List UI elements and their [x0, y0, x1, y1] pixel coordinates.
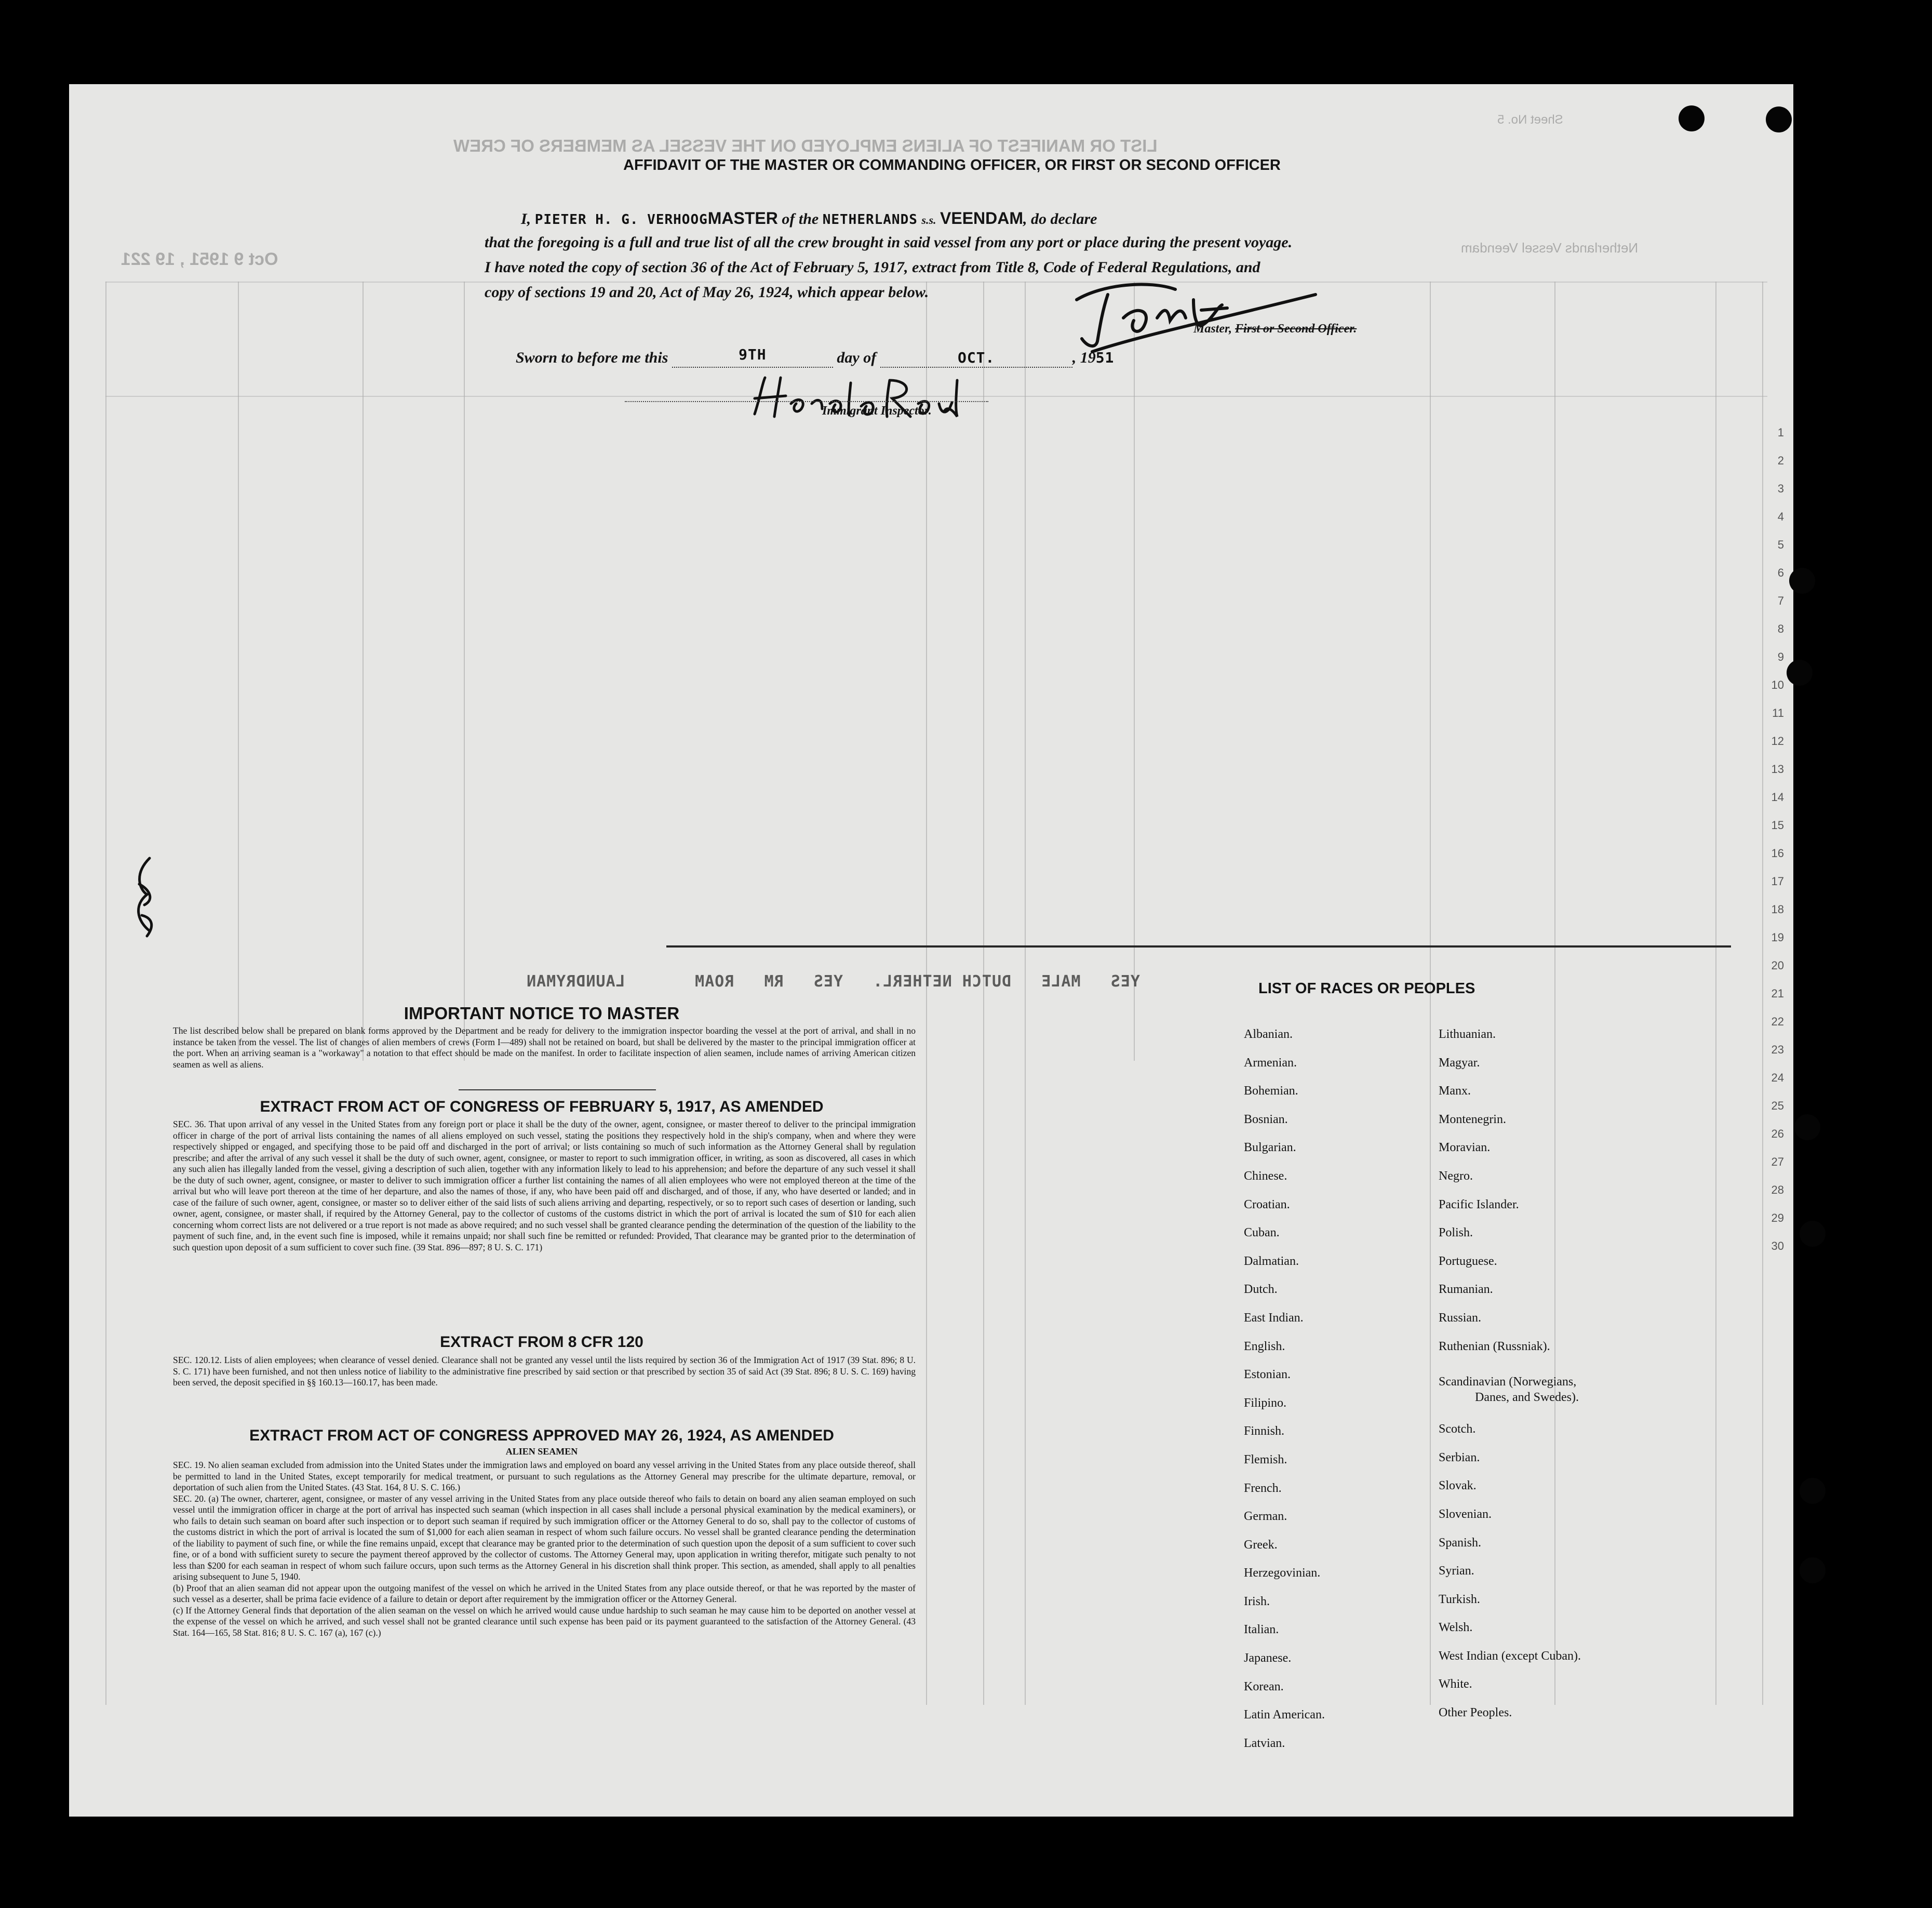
ghost-title: LIST OR MANIFEST OF ALIENS EMPLOYED ON THE VESSEL AS MEMBERS OF CREW — [453, 136, 1158, 155]
row-number: 21 — [1771, 987, 1784, 1000]
ghost-date: Oct 9 1951 , 19 221 — [121, 249, 278, 269]
race-item: West Indian (except Cuban). — [1439, 1649, 1581, 1663]
master-name: PIETER H. G. VERHOOG — [534, 212, 708, 228]
race-item: French. — [1244, 1481, 1282, 1495]
race-item: Ruthenian (Russniak). — [1439, 1339, 1550, 1353]
extract-1924-p1: SEC. 19. No alien seaman excluded from admission into the United States under the immigration laws and employed on board any vessel arriving in the United States from any place outside thereof, shall be permitted to land in the United States, except temporarily for medical treatment, or pursuant to such regulations as the Attorney General may prescribe for the ultimate departure, removal, or deportation of such alien from the United States. (43 Stat. 164, 8 U. S. C. 166.) — [173, 1460, 916, 1492]
row-number: 10 — [1771, 678, 1784, 691]
ss-label: s.s. — [921, 214, 936, 226]
race-item: Korean. — [1244, 1679, 1284, 1693]
ghost-rule — [238, 282, 239, 1061]
ghost-rule — [1762, 282, 1763, 1705]
race-item: Croatian. — [1244, 1197, 1290, 1211]
row-number: 11 — [1772, 706, 1784, 719]
row-number: 30 — [1771, 1239, 1784, 1252]
race-item: Japanese. — [1244, 1651, 1292, 1665]
races-right-column — [1439, 1020, 1581, 1727]
race-item: Moravian. — [1439, 1141, 1491, 1155]
row-number: 4 — [1777, 510, 1784, 523]
hw-d: YES — [813, 972, 843, 991]
row-number: 5 — [1777, 538, 1784, 551]
ghost-rule — [983, 282, 984, 1705]
affidavit-heading: AFFIDAVIT OF THE MASTER OR COMMANDING OFFICER, OR FIRST OR SECOND OFFICER — [623, 157, 1281, 174]
affidavit-line-3: I have noted the copy of section 36 of the Act of February 5, 1917, extract from Title 8, Code of Federal Regulations, and — [485, 259, 1260, 276]
affidavit-line-2: that the foregoing is a full and true list of all the crew brought in said vessel from any port or place during the present voyage. — [485, 234, 1293, 251]
extract-cfr-block — [173, 1355, 916, 1389]
row-number: 8 — [1777, 622, 1784, 635]
race-item: Italian. — [1244, 1623, 1279, 1637]
punch-hole — [1794, 1114, 1820, 1140]
races-title: LIST OF RACES OR PEOPLES — [1258, 980, 1475, 997]
notice-title: IMPORTANT NOTICE TO MASTER — [404, 1004, 680, 1023]
punch-hole — [1789, 568, 1815, 594]
hw-c: DUTCH NETHERL. — [873, 972, 1012, 991]
race-item: Herzegovinian. — [1244, 1566, 1321, 1580]
race-item: Filipino. — [1244, 1396, 1287, 1410]
row-number: 2 — [1777, 454, 1784, 467]
ghost-rule — [1134, 282, 1135, 1061]
race-item: White. — [1439, 1677, 1472, 1691]
ghost-rule — [105, 282, 106, 1705]
ghost-vessel: Netherlands Vessel Veendam — [1461, 240, 1639, 256]
row-number: 3 — [1777, 482, 1784, 495]
race-item: Pacific Islander. — [1439, 1197, 1519, 1211]
vessel-nationality: NETHERLANDS — [822, 212, 918, 228]
race-item: Turkish. — [1439, 1592, 1480, 1606]
race-item: Negro. — [1439, 1169, 1473, 1183]
ghost-rule — [363, 282, 364, 1061]
race-item: Bulgarian. — [1244, 1141, 1296, 1155]
sworn-text-b: day of — [837, 349, 877, 366]
race-item: Other Peoples. — [1439, 1706, 1512, 1720]
hw-e: RM — [763, 972, 784, 991]
sworn-line — [516, 346, 1115, 368]
sworn-day: 9TH — [739, 346, 767, 363]
sworn-text-a: Sworn to before me this — [516, 349, 668, 366]
extract-1917-body: SEC. 36. That upon arrival of any vessel in the United States from any foreign port or place it shall be the duty of the owner, agent, consignee, or master thereof to deliver to the principal immigration officer in charge of the port of arrival lists containing the names of all aliens employed on such vessel, stating the positions they respectively hold in the ship's company, when and where they were respectively shipped or engaged, and specifying those to be paid off and discharged in the port of arrival; or lists containing so much of such information as the Attorney General shall by regulation prescribe; and after the arrival of any such vessel it shall be the duty of such owner, agent, consignee, or master to report to such immigration officer, in writing, as soon as discovered, all cases in which any such alien has illegally landed from the vessel, giving a description of such alien, together with any information likely to lead to his apprehension; and before the departure of any such vessel it shall be the duty of such owner, agent, consignee, or master to deliver to such immigration officer a further list containing the names of all alien employees who were not employed thereon at the time of the arrival but who will leave port thereon at the time of her departure, and also the names of those, if any, who have been paid off and discharged, and of those, if any, who have deserted or landed; and in case of the failure of such owner, agent, consignee, or master so to deliver either of the said lists of such aliens arriving and departing, respectively, or so to report such cases of desertion or landing, such owner, agent, consignee, or master shall, if required by the Attorney General, pay to the collector of customs of the customs district in which the port of arrival is located the sum of $10 for each alien concerning whom correct lists are not delivered or a true report is not made as above required; and no such vessel shall be granted clearance pending the determination of the question of the liability to the payment of such fine, and, in the event such fine is imposed, while it remains unpaid; nor shall such fine be remitted or refunded: Provided, That clearance may be granted prior to the determination of such question upon deposit of a sum sufficient to cover such fine. (39 Stat. 896—897; 8 U. S. C. 171) — [173, 1119, 916, 1252]
row-number: 6 — [1777, 566, 1784, 579]
race-item: Polish. — [1439, 1226, 1473, 1240]
race-item: Magyar. — [1439, 1056, 1480, 1070]
race-item: Bohemian. — [1244, 1084, 1298, 1098]
row-number: 18 — [1771, 903, 1784, 916]
race-item: Cuban. — [1244, 1226, 1280, 1240]
hw-f: ROAM — [694, 972, 734, 991]
race-item: Serbian. — [1439, 1450, 1480, 1464]
ghost-rule — [464, 282, 465, 1061]
inspector-signature — [739, 367, 988, 430]
extract-1924-p2: SEC. 20. (a) The owner, charterer, agent, consignee, or master of any vessel arriving in the United States from any place outside thereof who fails to detain on board any alien seaman employed on such vessel until the immigration officer in charge at the port of arrival has inspected such seaman (which inspection in all cases shall include a personal physical examination by the medical examiners), or who fails to detain such seaman on board after such inspection or to deport such seaman if required by such immigration officer or the Attorney General to do so, shall pay to the collector of customs of the customs district in which the port of arrival is located the sum of $1,000 for each alien seaman in respect of whom such failure occurs. No vessel shall be granted clearance pending the determination of the liability to payment of such fine, or while the fine remains unpaid, except that clearance may be granted prior to the determination of such question upon the deposit of a sum sufficient to cover such fine, or of a bond with sufficient surety to secure the payment thereof approved by the collector of customs. The Attorney General may, upon application in writing therefor, mitigate such penalty to not less than $200 for each seaman in respect of whom such failure occurs, upon such terms as the Attorney General in his discretion shall think proper. This section, as amended, shall apply to all penalties arising subsequent to June 5, 1940. — [173, 1493, 916, 1582]
ghost-sheet: Sheet No. 5 — [1497, 113, 1563, 127]
vessel-name: VEENDAM — [940, 209, 1024, 228]
row-number: 17 — [1771, 875, 1784, 888]
row-number: 14 — [1771, 791, 1784, 804]
struck-officer-label: First or Second Officer. — [1235, 322, 1357, 336]
row-number: 16 — [1771, 847, 1784, 860]
affidavit-line-1 — [521, 209, 1097, 228]
row-number: 9 — [1777, 650, 1784, 663]
races-left-column — [1244, 1020, 1325, 1757]
row-number: 13 — [1771, 763, 1784, 776]
extract-1917-title: EXTRACT FROM ACT OF CONGRESS OF FEBRUARY 5, 1917, AS AMENDED — [260, 1098, 824, 1115]
inspector-label: Immigrant Inspector. — [822, 404, 932, 418]
race-item: Scotch. — [1439, 1422, 1476, 1436]
extract-cfr-title: EXTRACT FROM 8 CFR 120 — [440, 1333, 643, 1351]
affidavit-i: I, — [521, 210, 531, 228]
struck-row-line — [666, 945, 1731, 948]
race-item: Chinese. — [1244, 1169, 1287, 1183]
do-declare: , do declare — [1023, 210, 1097, 228]
row-number: 29 — [1771, 1211, 1784, 1224]
race-item: Flemish. — [1244, 1452, 1287, 1466]
race-item: Scandinavian (Norwegians, — [1439, 1375, 1577, 1389]
race-item: Latin American. — [1244, 1708, 1325, 1722]
extract-1924-block — [173, 1460, 916, 1638]
race-item: Rumanian. — [1439, 1283, 1493, 1297]
race-item: Welsh. — [1439, 1621, 1473, 1635]
notice-body: The list described below shall be prepared on blank forms approved by the Department and be ready for delivery to the immigration inspector boarding the vessel at the port of arrival, and shall in no instance be taken from the vessel. The list of changes of alien members of crews (Form I—489) shall not be retained on board, but shall be delivered by the master to the principal immigration officer at the port. When an arriving seaman is a "workaway" a notation to that effect should be made on the manifest. In order to facilitate inspection of alien seamen, include names of arriving American citizen seamen as well as aliens. — [173, 1025, 916, 1070]
inspector-rule — [625, 401, 988, 402]
row-number: 19 — [1771, 931, 1784, 944]
punch-hole — [1800, 1478, 1826, 1504]
ghost-rule — [105, 282, 1767, 283]
row-number: 12 — [1771, 735, 1784, 748]
punch-hole — [1679, 105, 1705, 131]
race-item: Dalmatian. — [1244, 1254, 1299, 1268]
master-signature — [1045, 269, 1336, 357]
punch-hole — [1800, 1221, 1826, 1247]
manifest-page — [69, 84, 1793, 1817]
row-number: 23 — [1771, 1043, 1784, 1056]
hw-b: MALE — [1041, 972, 1081, 991]
race-item: Latvian. — [1244, 1736, 1285, 1750]
row-number: 7 — [1777, 594, 1784, 607]
race-item: Portuguese. — [1439, 1254, 1497, 1268]
master-label-text: Master, — [1193, 322, 1232, 336]
handwritten-row — [526, 972, 1140, 991]
race-item: Bosnian. — [1244, 1112, 1288, 1126]
row-number: 1 — [1777, 426, 1784, 439]
race-item: English. — [1244, 1339, 1285, 1353]
race-item: Slovenian. — [1439, 1507, 1492, 1521]
row-number: 26 — [1771, 1127, 1784, 1140]
race-item: Dutch. — [1244, 1283, 1278, 1297]
ghost-rule — [1025, 282, 1026, 1705]
sworn-year: 51 — [1095, 349, 1115, 366]
race-item: Montenegrin. — [1439, 1112, 1506, 1126]
ghost-rule — [926, 282, 927, 1705]
row-number: 24 — [1771, 1071, 1784, 1084]
punch-hole — [1800, 1557, 1826, 1583]
notice-body-block — [173, 1025, 916, 1070]
row-number: 25 — [1771, 1099, 1784, 1112]
extract-cfr-body: SEC. 120.12. Lists of alien employees; when clearance of vessel denied. Clearance shall not be granted any vessel until the lists required by section 36 of the Immigration Act of 1917 (39 Stat. 896; 8 U. S. C. 171) have been furnished, and not then unless notice of liability to the administrative fine prescribed by said section or that prescribed by section 35 of said Act (39 Stat. 896; 8 U. S. C. 169) having been served, the deposit specified in §§ 160.13—160.17, has been made. — [173, 1355, 916, 1387]
race-item: Danes, and Swedes). — [1475, 1391, 1579, 1405]
punch-hole — [1766, 106, 1792, 132]
race-item: Greek. — [1244, 1538, 1278, 1552]
row-number: 27 — [1771, 1155, 1784, 1168]
punch-hole — [1787, 660, 1813, 686]
race-item: German. — [1244, 1510, 1287, 1524]
sworn-month: OCT. — [957, 349, 995, 366]
margin-signature — [118, 853, 165, 946]
extract-1924-title: EXTRACT FROM ACT OF CONGRESS APPROVED MAY 26, 1924, AS AMENDED — [249, 1427, 834, 1444]
race-item: Estonian. — [1244, 1368, 1291, 1382]
master-title: MASTER — [707, 209, 778, 228]
race-item: Irish. — [1244, 1594, 1270, 1608]
affidavit-line-4: copy of sections 19 and 20, Act of May 26, 1924, which appear below. — [485, 284, 929, 301]
race-item: Slovak. — [1439, 1479, 1477, 1493]
race-item: Manx. — [1439, 1084, 1471, 1098]
divider — [459, 1089, 656, 1090]
race-item: East Indian. — [1244, 1311, 1304, 1325]
of-the: of the — [782, 210, 819, 228]
row-number: 20 — [1771, 959, 1784, 972]
race-item: Lithuanian. — [1439, 1028, 1496, 1041]
master-label — [1193, 322, 1357, 336]
row-number: 22 — [1771, 1015, 1784, 1028]
extract-1924-subtitle: ALIEN SEAMEN — [505, 1446, 578, 1457]
race-item: Russian. — [1439, 1311, 1482, 1325]
extract-1924-p4: (c) If the Attorney General finds that deportation of the alien seaman on the vessel on which he arrived would cause undue hardship to such seaman he may cause him to be deported on another vessel at the expense of the vessel on which he arrived, and such vessel shall not be granted clearance until such expense has been paid or its payment guaranteed to the satisfaction of the Attorney General. (43 Stat. 164—165, 58 Stat. 816; 8 U. S. C. 167 (a), 167 (c).) — [173, 1605, 916, 1638]
extract-1924-p3: (b) Proof that an alien seaman did not appear upon the outgoing manifest of the vessel on which he arrived in the United States from any place outside thereof, or that he was reported by the master of such vessel as a deserter, shall be prima facie evidence of a failure to detain or deport after requirement by the immigration officer or the Attorney General. — [173, 1582, 916, 1604]
sworn-text-c: , 19 — [1072, 349, 1096, 366]
race-item: Finnish. — [1244, 1424, 1285, 1438]
ghost-rule — [1715, 282, 1716, 1705]
race-item: Albanian. — [1244, 1028, 1293, 1041]
row-number: 28 — [1771, 1183, 1784, 1196]
extract-1917-block — [173, 1119, 916, 1253]
race-item: Armenian. — [1244, 1056, 1297, 1070]
race-item: Syrian. — [1439, 1564, 1474, 1578]
row-number: 15 — [1771, 819, 1784, 832]
hw-g: LAUNDRYMAN — [526, 972, 625, 991]
hw-a: YES — [1110, 972, 1140, 991]
race-item: Spanish. — [1439, 1536, 1482, 1550]
